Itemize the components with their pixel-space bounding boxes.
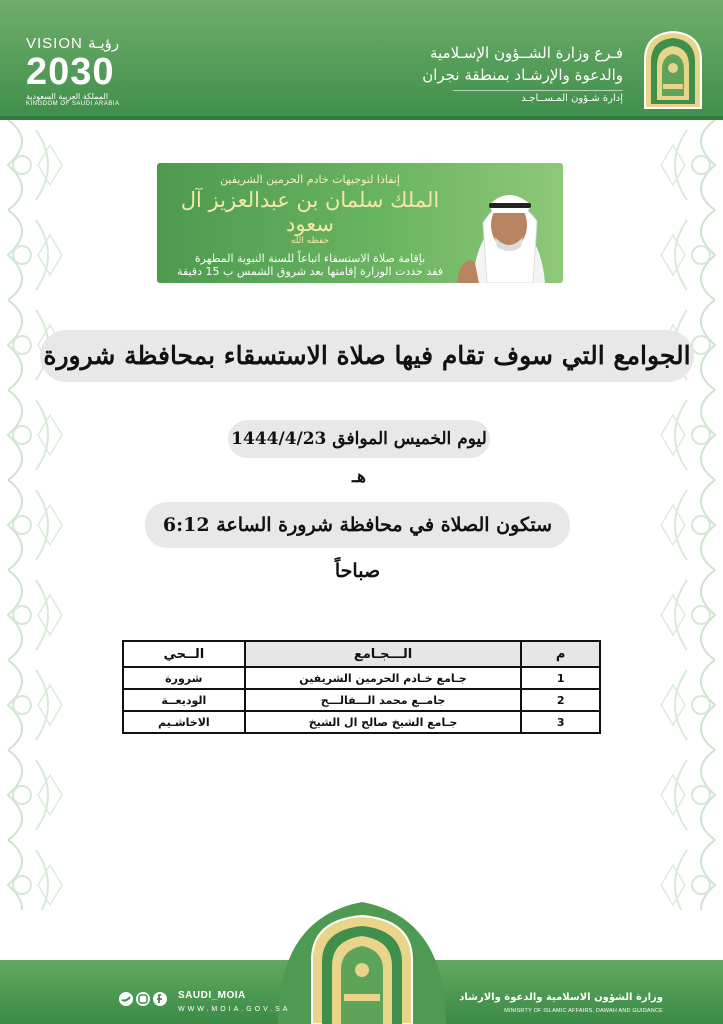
left-ornament-border (0, 120, 72, 910)
table-row (123, 667, 600, 689)
instagram-icon (136, 992, 150, 1006)
vision-english: KINGDOM OF SAUDI ARABIA (26, 101, 120, 107)
banner-line-3: حفظه الله (290, 236, 330, 246)
facebook-icon (153, 992, 167, 1006)
row-number: 3 (521, 711, 600, 733)
banner-text (165, 173, 455, 278)
social-icons (118, 990, 168, 1008)
website-url: WWW.MOIA.GOV.SA (178, 1006, 291, 1013)
king-portrait-image (453, 163, 563, 283)
announcement-banner (157, 163, 563, 283)
header-mosque: الـــجـامع (245, 641, 522, 667)
date-label: ليوم الخميس الموافق 1444/4/23 هـ (228, 420, 490, 458)
page-header (0, 0, 723, 120)
ministry-line-2: والدعوة والإرشـاد بمنطقة نجران (422, 66, 623, 84)
footer-emblem-arch (278, 898, 446, 1024)
header-district: الــحي (123, 641, 245, 667)
vision-number: 2030 (26, 51, 115, 93)
right-ornament-border (651, 120, 723, 910)
banner-king-name: الملك سلمان بن عبدالعزيز آل سعود (180, 188, 440, 236)
header-number: م (521, 641, 600, 667)
page-title: الجوامع التي سوف تقام فيها صلاة الاستسقاء بمحافظة شرورة (40, 330, 694, 382)
ministry-line-3: إدارة شـؤون المـســاجـد (453, 90, 623, 104)
table-row (123, 689, 600, 711)
row-district: شرورة (123, 667, 245, 689)
twitter-icon (119, 992, 133, 1006)
banner-line-5: فقد حددت الوزارة إقامتها بعد شروق الشمس ب 15 دقيقة (177, 265, 443, 278)
vision-top-text: VISION رؤيـة (26, 35, 120, 52)
row-number: 2 (521, 689, 600, 711)
table-header-row (123, 641, 600, 667)
row-number: 1 (521, 667, 600, 689)
social-handle: SAUDI_MOIA (178, 990, 246, 1001)
row-district: الاخاشـيم (123, 711, 245, 733)
footer-ministry-arabic: وزارة الشؤون الاسلامية والدعوة والارشاد (459, 992, 663, 1003)
vision-arabic: المملكة العربية السعودية (26, 92, 109, 101)
footer-ministry-english: MINISRTY OF ISLAMIC AFFAIRS, DAWAH AND GUIDANCE (504, 1008, 663, 1014)
ministry-line-1: فـرع وزارة الشــؤون الإسـلامية (429, 44, 623, 62)
vision-2030-logo (26, 34, 146, 107)
table-row (123, 711, 600, 733)
banner-line-4: بإقامة صلاة الاستسقاء اتباعاً للسنة النبوية المطهرة (194, 252, 426, 265)
row-mosque: جـامع الشيخ صالح ال الشيخ (245, 711, 522, 733)
banner-line-1: إنفاذا لتوجيهات خادم الحرمين الشريفين (220, 173, 400, 186)
row-mosque: جـامع خـادم الحرمين الشريفين (245, 667, 522, 689)
mosques-table (122, 640, 601, 734)
emblem-icon (641, 30, 705, 110)
row-mosque: جامــع محمد الـــفالـــح (245, 689, 522, 711)
prayer-time-label: ستكون الصلاة في محافظة شرورة الساعة 6:12 صباحاً (145, 502, 570, 548)
ministry-branch-title (323, 42, 623, 104)
row-district: الوديعــة (123, 689, 245, 711)
